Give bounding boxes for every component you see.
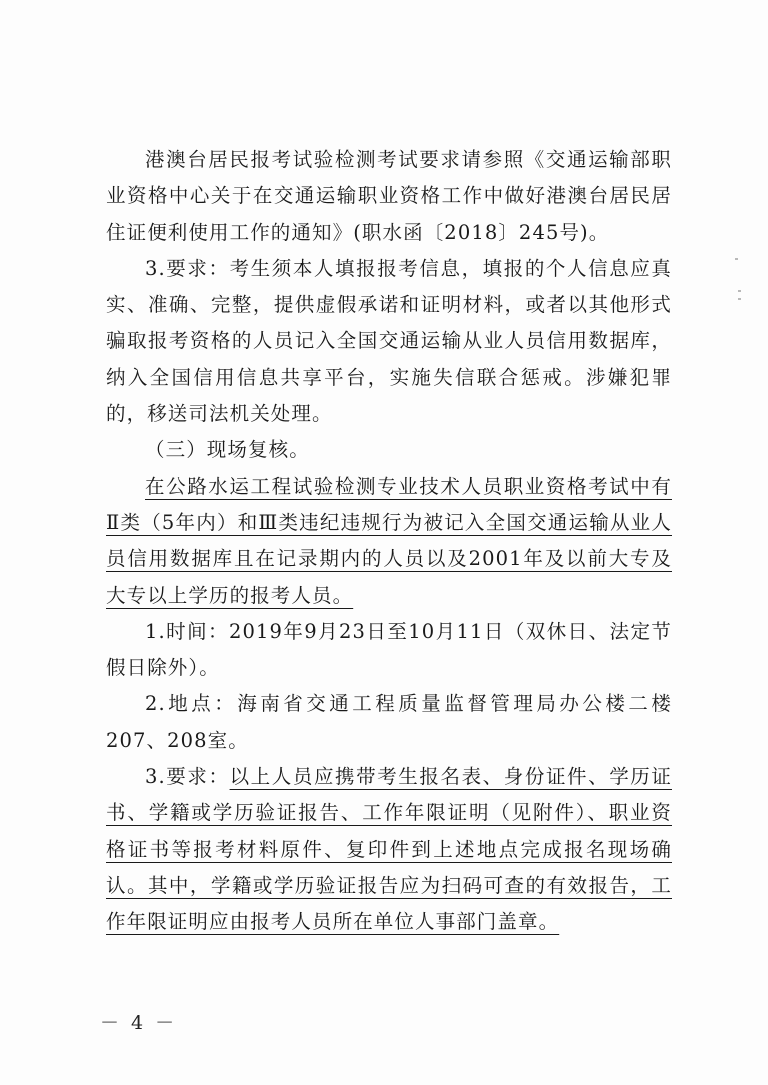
page-number: － 4 － [100,1012,178,1034]
section-heading-onsite-review: （三）现场复核。 [145,438,310,462]
underlined-scope-text: 在公路水运工程试验检测专业技术人员职业资格考试中有Ⅱ类（5年内）和Ⅲ类违纪违规行为被记入全国交通运输从业人员信用数据库且在记录期内的人员以及2001年及以前大专及大专以上学历的报考人员。 [106,474,672,607]
scan-speck [738,298,741,300]
scan-speck [738,290,741,292]
paragraph-location: 2.地点：海南省交通工程质量监督管理局办公楼二楼207、208室。 [106,692,672,752]
scan-speck [735,258,738,260]
underlined-requirements-text: 以上人员应携带考生报名表、身份证件、学历证书、学籍或学历验证报告、工作年限证明（见附件）、职业资格证书等报考材料原件、复印件到上述地点完成报名现场确认。其中，学籍或学历验证报告应为扫码可查的有效报告，工作年限证明应由报考人员所在单位人事部门盖章。 [106,765,672,934]
paragraph-hmt-residents: 港澳台居民报考试验检测考试要求请参照《交通运输部职业资格中心关于在交通运输职业资格工作中做好港澳台居民居住证便利使用工作的通知》(职水函〔2018〕245号)。 [106,148,672,244]
paragraph-time: 1.时间：2019年9月23日至10月11日（双休日、法定节假日除外）。 [106,619,672,680]
paragraph-onsite-scope [106,469,672,614]
requirement-prefix: 3.要求： [145,765,230,789]
body-text [106,142,672,941]
paragraph-requirement-3: 3.要求：考生须本人填报报考信息，填报的个人信息应真实、准确、完整，提供虚假承诺和证明材料，或者以其他形式骗取报考资格的人员记入全国交通运输从业人员信用数据库，纳入全国信用信息共享平台，实施失信联合惩戒。涉嫌犯罪的，移送司法机关处理。 [106,256,672,426]
paragraph-onsite-requirements [106,759,672,940]
